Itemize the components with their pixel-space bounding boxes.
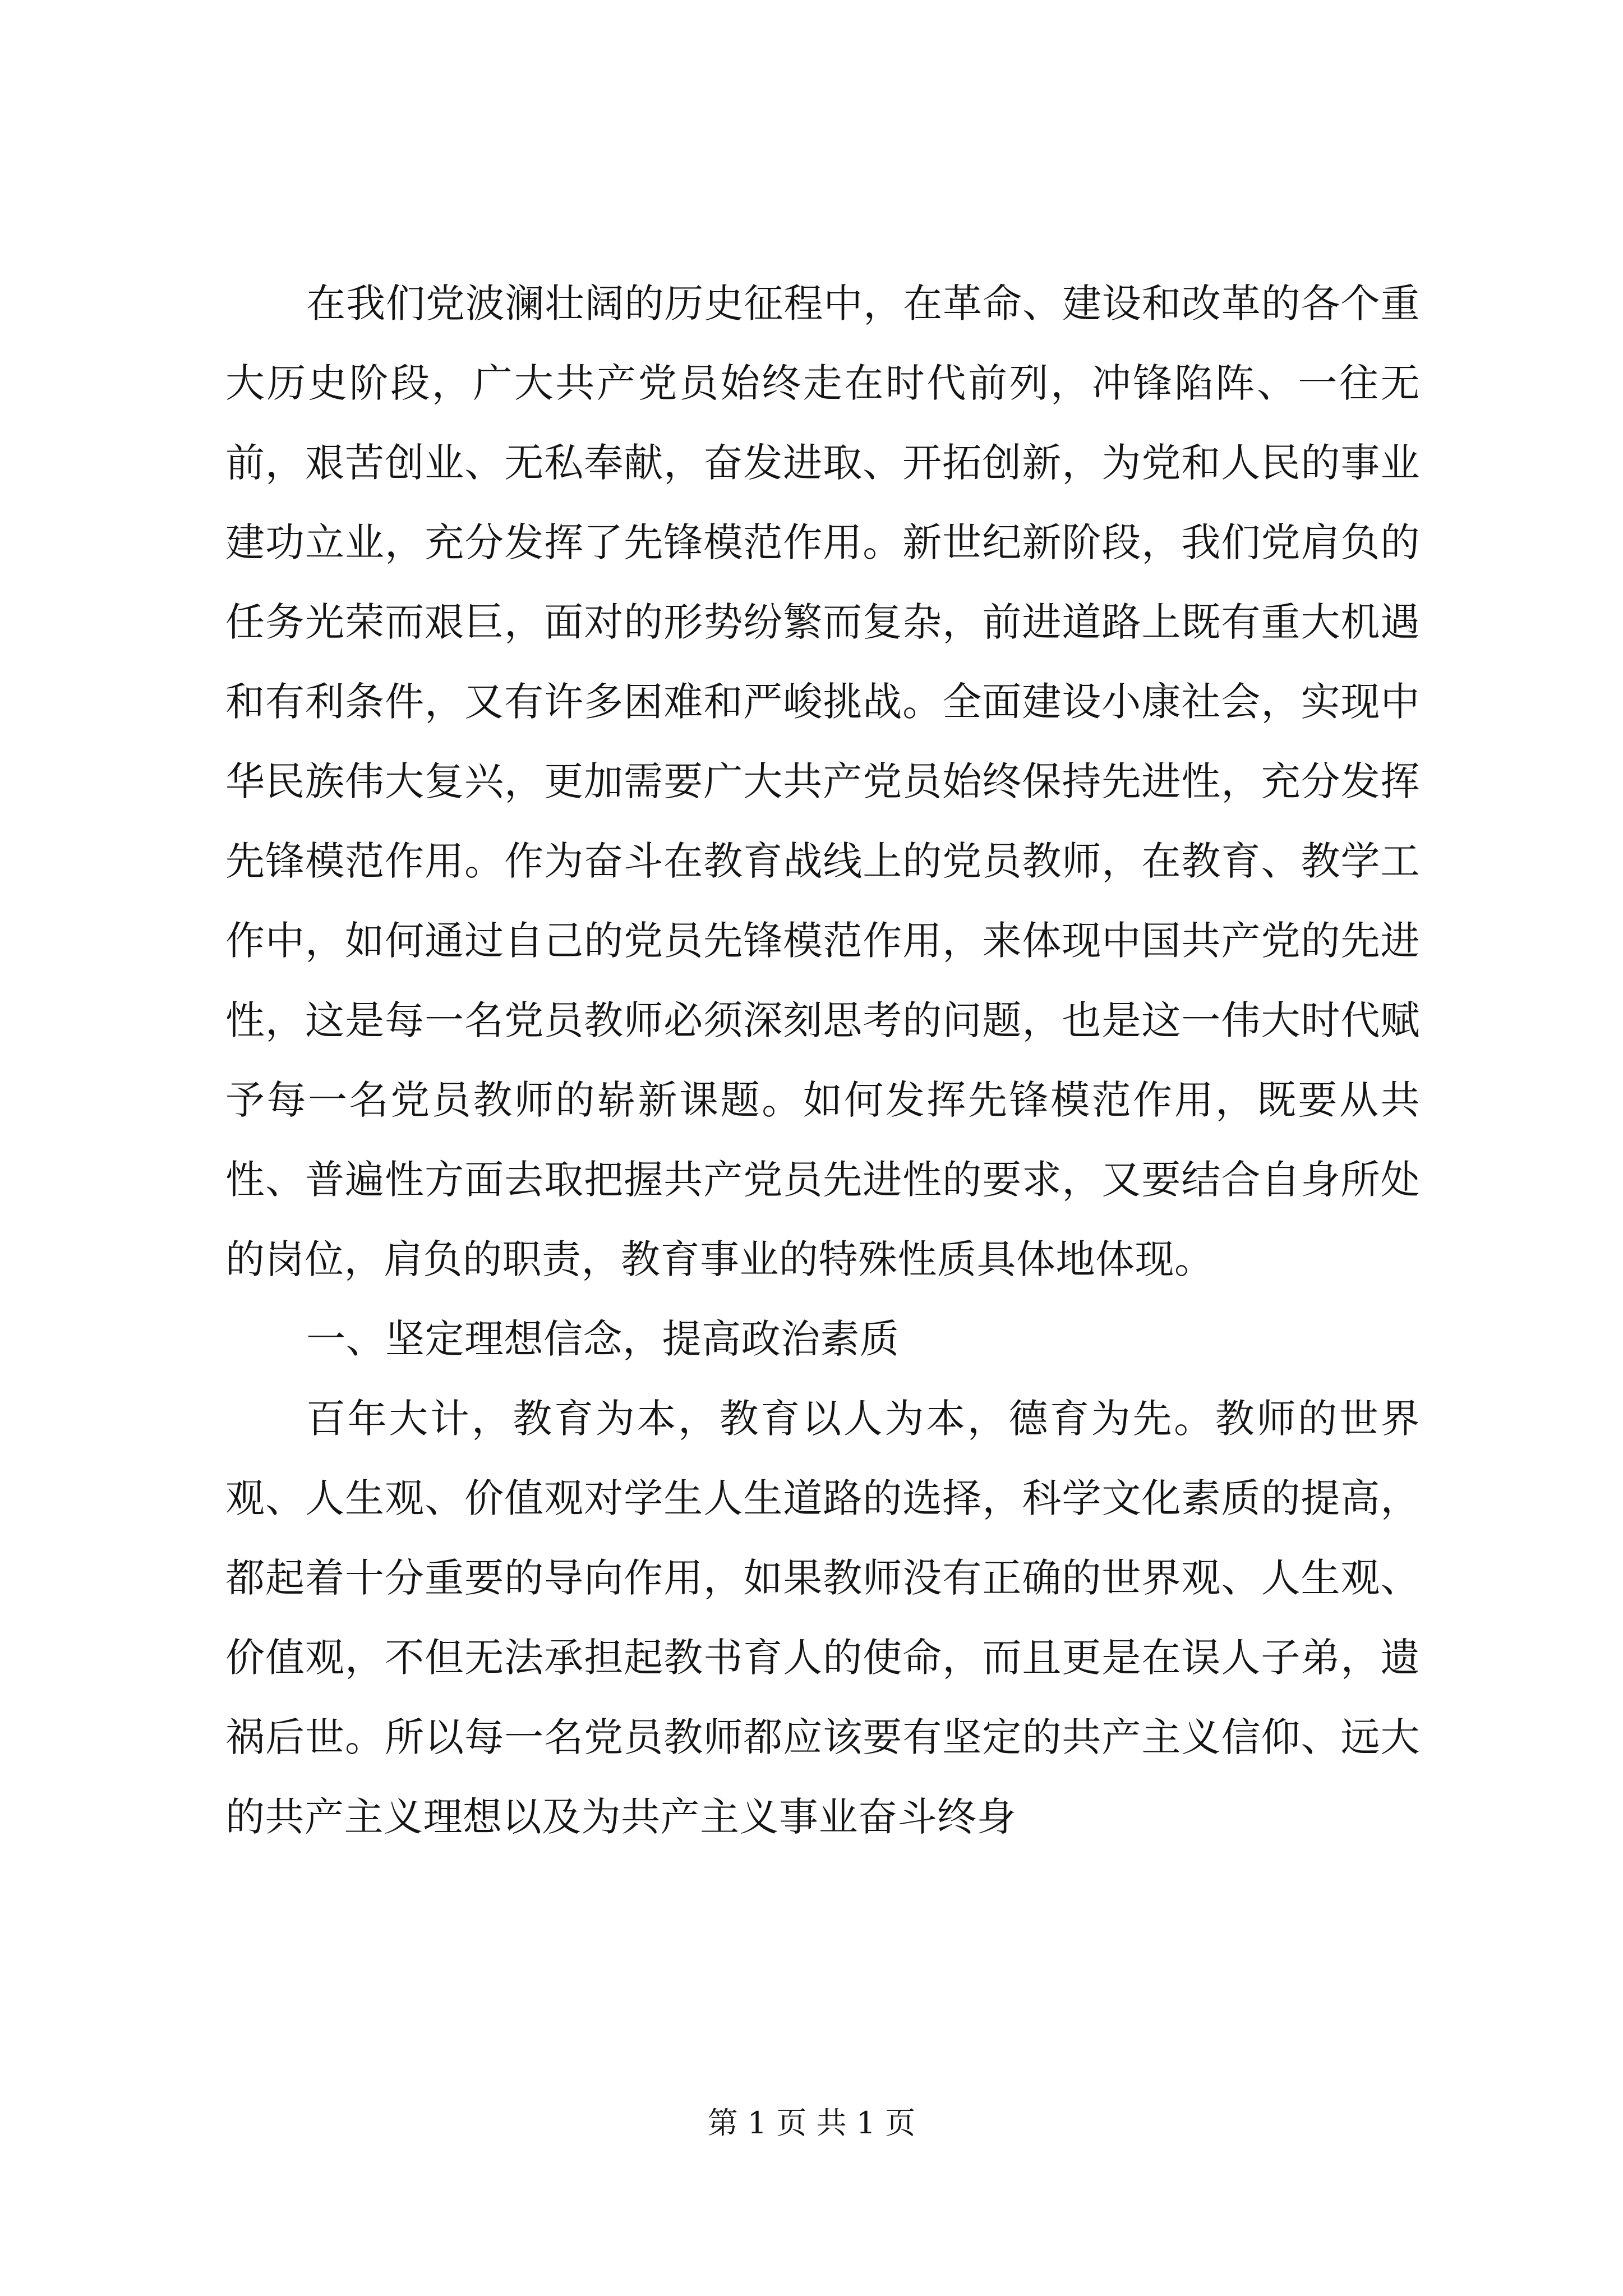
paragraph-section-1: 百年大计，教育为本，教育以人为本，德育为先。教师的世界观、人生观、价值观对学生人生道路的选择，科学文化素质的提高，都起着十分重要的导向作用，如果教师没有正确的世界观、人生观、价值观，不但无法承担起教书育人的使命，而且更是在误人子弟，遗祸后世。所以每一名党员教师都应该要有坚定的共产主义信仰、远大的共产主义理想以及为共产主义事业奋斗终身 (225, 1396, 1420, 1840)
paragraph-intro: 在我们党波澜壮阔的历史征程中，在革命、建设和改革的各个重大历史阶段，广大共产党员始终走在时代前列，冲锋陷阵、一往无前，艰苦创业、无私奉献，奋发进取、开拓创新，为党和人民的事业建功立业，充分发挥了先锋模范作用。新世纪新阶段，我们党肩负的任务光荣而艰巨，面对的形势纷繁而复杂，前进道路上既有重大机遇和有利条件，又有许多困难和严峻挑战。全面建设小康社会，实现中华民族伟大复兴，更加需要广大共产党员始终保持先进性，充分发挥先锋模范作用。作为奋斗在教育战线上的党员教师，在教育、教学工作中，如何通过自己的党员先锋模范作用，来体现中国共产党的先进性，这是每一名党员教师必须深刻思考的问题，也是这一伟大时代赋予每一名党员教师的崭新课题。如何发挥先锋模范作用，既要从共性、普遍性方面去取把握共产党员先进性的要求，又要结合自身所处的岗位，肩负的职责，教育事业的特殊性质具体地体现。 (225, 280, 1420, 1282)
document-body (225, 264, 1420, 1857)
section-heading-1: 一、坚定理想信念，提高政治素质 (306, 1316, 900, 1362)
page-footer: 第 1 页 共 1 页 (707, 2105, 916, 2141)
